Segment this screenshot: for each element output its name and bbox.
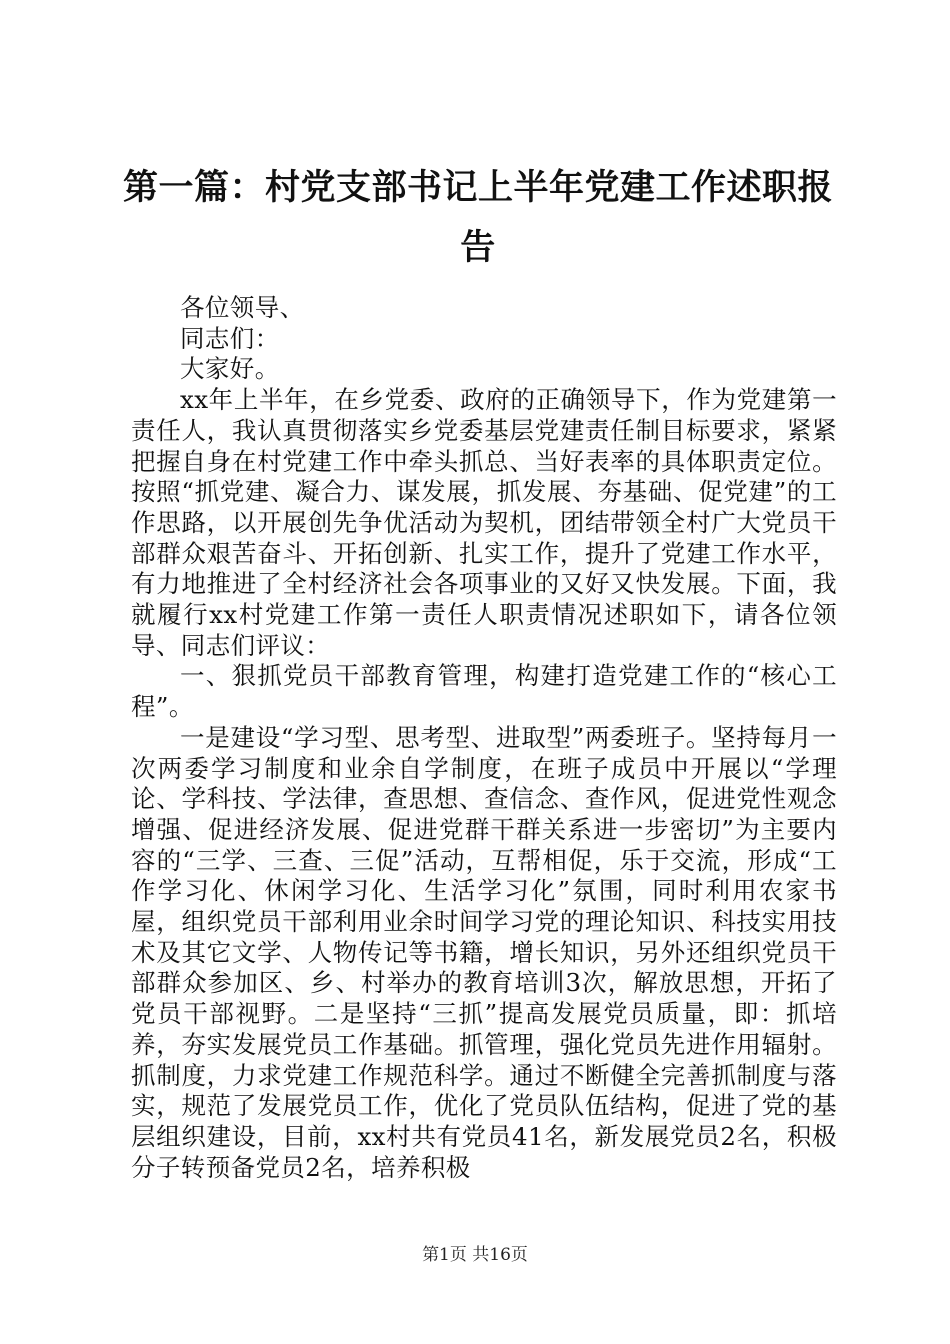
document-title: 第一篇：村党支部书记上半年党建工作述职报告: [122, 167, 833, 268]
body-paragraph: xx年上半年，在乡党委、政府的正确领导下，作为党建第一责任人，我认真贯彻落实乡党委基层党建责任制目标要求，紧紧把握自身在村党建工作中牵头抓总、当好表率的具体职责定位。按照“抓党建、凝合力、谋发展，抓发展、夯基础、促党建”的工作思路，以开展创先争优活动为契机，团结带领全村广大党员干部群众艰苦奋斗、开拓创新、扎实工作，提升了党建工作水平，有力地推进了全村经济社会各项事业的又好又快发展。下面，我就履行xx村党建工作第一责任人职责情况述职如下，请各位领导、同志们评议：: [131, 385, 837, 660]
body-paragraph: 一是建设“学习型、思考型、进取型”两委班子。坚持每月一次两委学习制度和业余自学制度，在班子成员中开展以“学理论、学科技、学法律，查思想、查信念、查作风，促进党性观念增强、促进经济发展、促进党群干群关系进一步密切”为主要内容的“三学、三查、三促”活动，互帮相促，乐于交流，形成“工作学习化、休闲学习化、生活学习化”氛围，同时利用农家书屋，组织党员干部利用业余时间学习党的理论知识、科技实用技术及其它文学、人物传记等书籍，增长知识，另外还组织党员干部群众参加区、乡、村举办的教育培训3次，解放思想，开拓了党员干部视野。二是坚持“三抓”提高发展党员质量，即：抓培养，夯实发展党员工作基础。抓管理，强化党员先进作用辐射。抓制度，力求党建工作规范科学。通过不断健全完善抓制度与落实，规范了发展党员工作，优化了党员队伍结构，促进了党的基层组织建设，目前，xx村共有党员41名，新发展党员2名，积极分子转预备党员2名，培养积极: [131, 722, 837, 1182]
salutation-comrades: 同志们：: [180, 323, 280, 353]
page-number: 第1页 共16页: [422, 1245, 528, 1265]
greeting: 大家好。: [180, 354, 280, 384]
document-body: [131, 293, 837, 1183]
section-heading: 一、狠抓党员干部教育管理，构建打造党建工作的“核心工程”。: [131, 661, 837, 722]
salutation-leaders: 各位领导、: [180, 293, 305, 322]
